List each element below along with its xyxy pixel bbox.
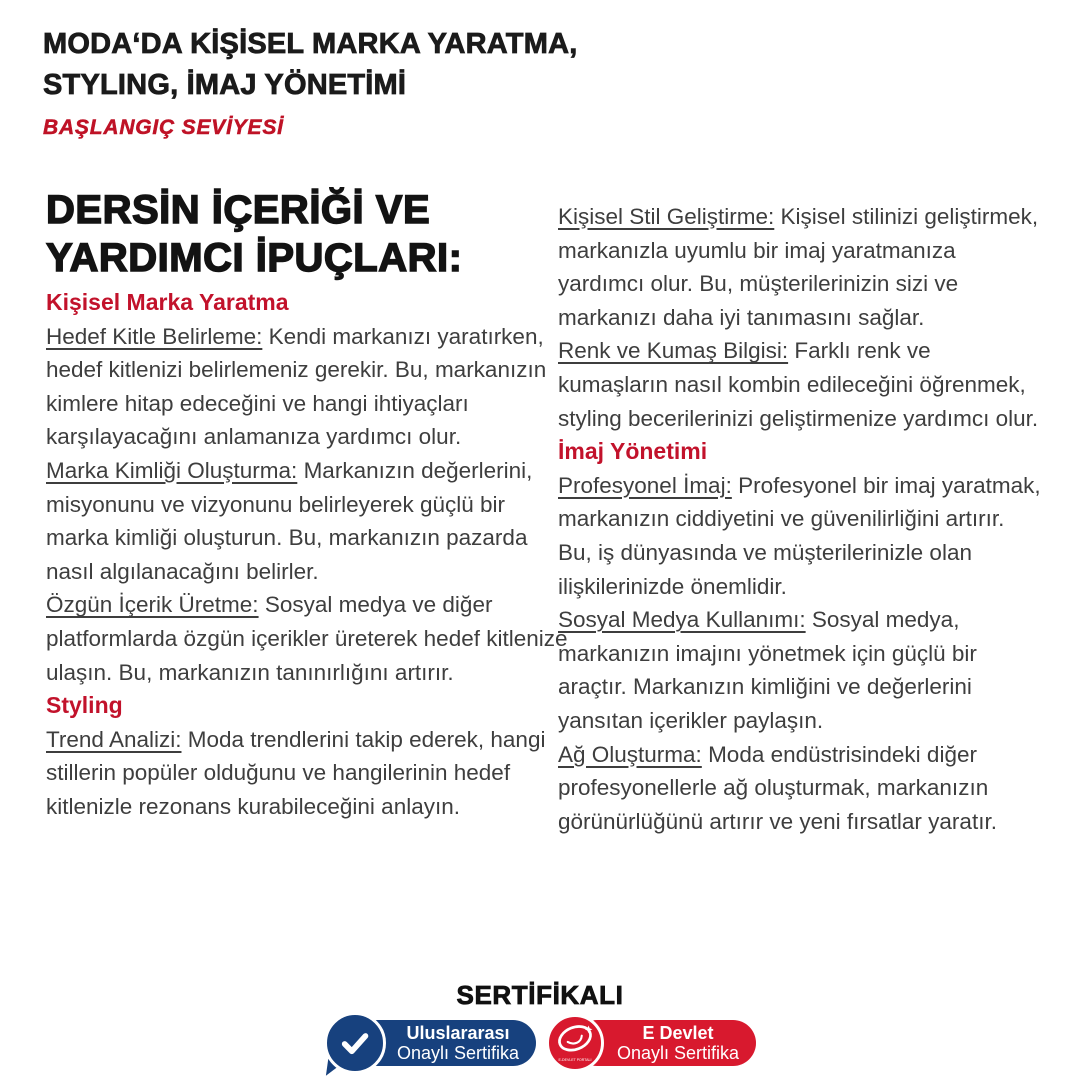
content-item — [558, 603, 1042, 737]
item-text: Sosyal medya ve diğer platformlarda özgün içerikler üreterek hedef kitlenize ulaşın. Bu, markanızın tanınırlığını artırır. — [46, 592, 568, 685]
item-label: Özgün İçerik Üretme: — [46, 592, 259, 618]
section-subheading: İmaj Yönetimi — [558, 438, 708, 465]
course-title-line1: MODA‘DA KİŞİSEL MARKA YARATMA, — [43, 28, 578, 60]
section-subheading: Kişisel Marka Yaratma — [46, 289, 289, 315]
content-column-right — [558, 200, 1042, 838]
certificate-badges-row — [0, 1011, 1080, 1075]
item-label: Kişisel Stil Geliştirme: — [558, 204, 775, 229]
badge-line1: Uluslararası — [406, 1022, 510, 1043]
content-item — [558, 469, 1042, 603]
section-subheading: Styling — [46, 692, 123, 719]
content-item — [558, 334, 1042, 435]
section-heading-line1: DERSİN İÇERİĞİ VE — [46, 188, 431, 232]
check-icon — [324, 1012, 386, 1074]
item-label: Sosyal Medya Kullanımı: — [558, 607, 806, 633]
badge-line2: Onaylı Sertifika — [616, 1043, 740, 1063]
item-text: Moda endüstrisindeki diğer profesyonellerle ağ oluşturmak, markanızın görünürlüğünü artırır ve yeni fırsatlar yaratır. — [558, 741, 997, 834]
item-label: Marka Kimliği Oluşturma: — [46, 457, 298, 483]
item-text: Profesyonel bir imaj yaratmak, markanızın ciddiyetini ve güvenilirliğini artırır. Bu, iş dünyasında ve müşterilerinizle olan ilişkilerinizde önemlidir. — [558, 472, 1041, 599]
international-certificate-badge — [324, 1011, 536, 1075]
edevlet-logo-icon — [546, 1014, 604, 1072]
content-item — [46, 588, 568, 689]
course-title-line2: STYLING, İMAJ YÖNETİMİ — [43, 69, 407, 101]
item-text: Farklı renk ve kumaşların nasıl kombin edileceğini öğrenmek, styling becerilerinizi geliştirmenize yardımcı olur. — [558, 338, 1039, 431]
item-label: Profesyonel İmaj: — [558, 472, 732, 498]
content-column-left — [46, 286, 568, 824]
badge-line1: E Devlet — [642, 1022, 714, 1043]
item-text: Moda trendlerini takip ederek, hangi stillerin popüler olduğunu ve hangilerinin hedef kitlenizle rezonans kurabileceğini anlayın. — [46, 726, 546, 819]
content-item — [46, 723, 568, 824]
edevlet-logo-caption: E-DEVLET PORTALI — [558, 1058, 592, 1063]
content-item — [46, 320, 568, 454]
course-level-label: BAŞLANGIÇ SEVİYESİ — [43, 116, 284, 139]
item-label: Hedef Kitle Belirleme: — [46, 323, 263, 349]
item-label: Trend Analizi: — [46, 726, 182, 752]
section-heading — [46, 186, 462, 282]
item-label: Renk ve Kumaş Bilgisi: — [558, 338, 789, 364]
badge-line2: Onaylı Sertifika — [396, 1043, 520, 1063]
section-heading-line2: YARDIMCI İPUÇLARI: — [46, 236, 463, 280]
content-item — [558, 738, 1042, 839]
item-label: Ağ Oluşturma: — [558, 741, 702, 767]
item-text: Markanızın değerlerini, misyonunu ve vizyonunu belirleyerek güçlü bir marka kimliği oluşturun. Bu, markanızın pazarda nasıl algılanacağını belirler. — [46, 457, 533, 584]
item-text: Kişisel stilinizi geliştirmek, markanızla uyumlu bir imaj yaratmanıza yardımcı olur. Bu, müşterilerinizin sizi ve markanızı daha iyi tanımasını sağlar. — [558, 204, 1039, 330]
edevlet-certificate-badge — [544, 1011, 756, 1075]
flyer-header — [43, 24, 577, 140]
item-text: Kendi markanızı yaratırken, hedef kitlenizi belirlemeniz gerekir. Bu, markanızın kimlere hitap edeceğini ve hangi ihtiyaçları karşılayacağını anlamanıza yardımcı olur. — [46, 323, 547, 450]
content-item — [558, 200, 1042, 334]
certified-heading: SERTİFİKALI — [456, 980, 624, 1010]
content-item — [46, 454, 568, 588]
item-text: Sosyal medya, markanızın imajını yönetmek için güçlü bir araçtır. Markanızın kimliğini ve değerlerini yansıtan içerikler paylaşın. — [558, 607, 977, 733]
